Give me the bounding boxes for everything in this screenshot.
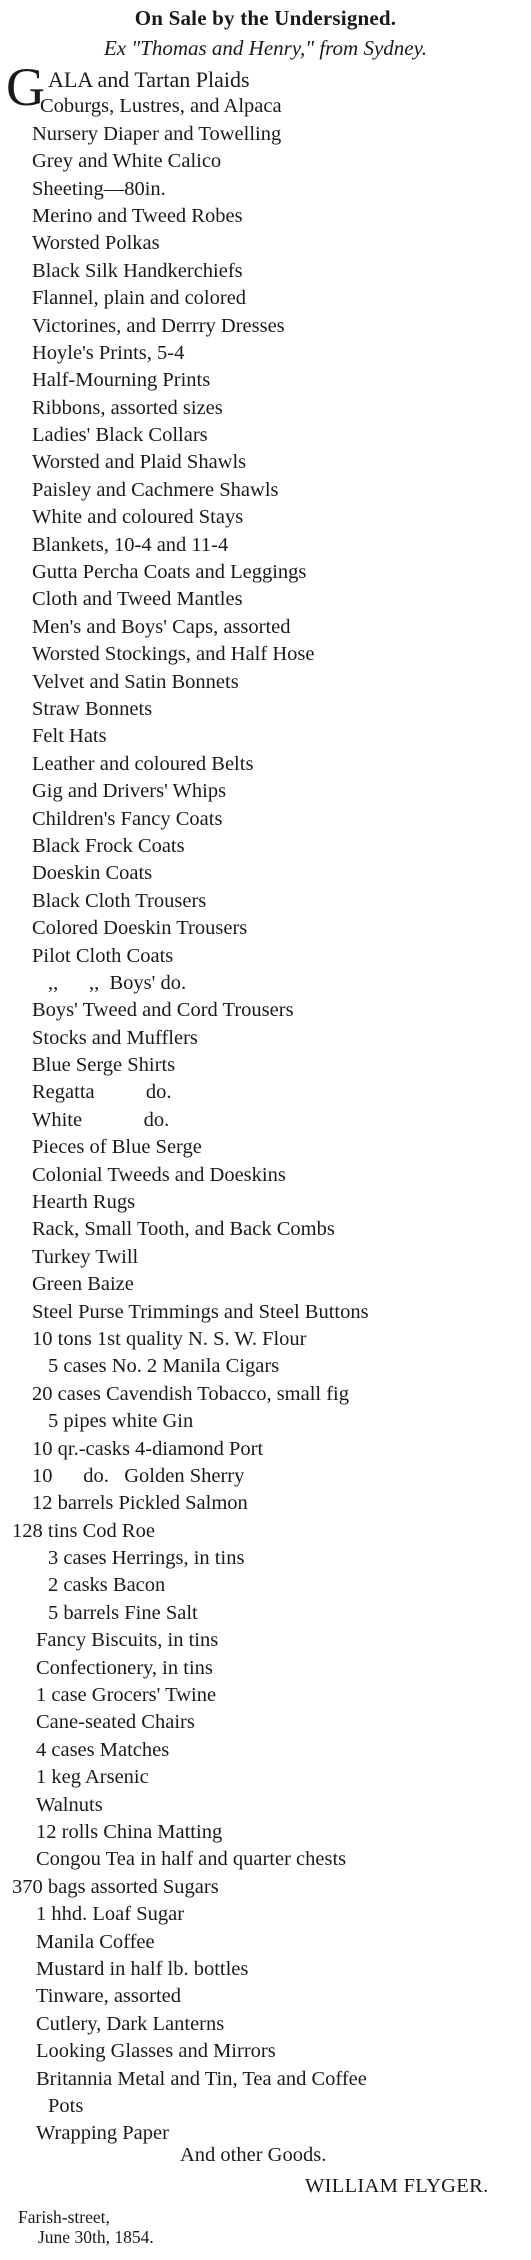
ad-subtitle: Ex "Thomas and Henry," from Sydney. bbox=[103, 36, 428, 60]
goods-item: Flannel, plain and colored bbox=[32, 287, 247, 310]
goods-item: Ladies' Black Collars bbox=[32, 424, 208, 447]
goods-item: 1 keg Arsenic bbox=[36, 1766, 149, 1789]
goods-item: White and coloured Stays bbox=[32, 506, 244, 529]
goods-item: Nursery Diaper and Towelling bbox=[32, 122, 282, 145]
goods-item: Stocks and Mufflers bbox=[32, 1026, 198, 1049]
ad-title: On Sale by the Undersigned. bbox=[134, 6, 397, 30]
goods-item: 10 qr.-casks 4-diamond Port bbox=[32, 1437, 264, 1460]
goods-item: Pots bbox=[48, 2094, 84, 2117]
goods-item: Gutta Percha Coats and Leggings bbox=[32, 561, 307, 584]
goods-item: Worsted Polkas bbox=[32, 232, 160, 255]
goods-item: 12 rolls China Matting bbox=[36, 1821, 223, 1843]
goods-item: Blankets, 10-4 and 11-4 bbox=[32, 533, 229, 556]
goods-item: Confectionery, in tins bbox=[36, 1656, 213, 1679]
goods-item: Worsted Stockings, and Half Hose bbox=[32, 643, 315, 666]
goods-item: Regatta do. bbox=[32, 1081, 172, 1104]
goods-item: Hoyle's Prints, 5-4 bbox=[32, 341, 185, 364]
goods-item: Steel Purse Trimmings and Steel Buttons bbox=[32, 1300, 369, 1323]
goods-item: 5 barrels Fine Salt bbox=[48, 1601, 198, 1624]
goods-item: 370 bags assorted Sugars bbox=[12, 1875, 219, 1898]
goods-item: Britannia Metal and Tin, Tea and Coffee bbox=[36, 2067, 367, 2090]
goods-item: 3 cases Herrings, in tins bbox=[48, 1547, 245, 1570]
goods-item: 4 cases Matches bbox=[36, 1738, 170, 1761]
goods-item: Colonial Tweeds and Doeskins bbox=[32, 1163, 286, 1186]
goods-item: 10 tons 1st quality N. S. W. Flour bbox=[32, 1327, 307, 1350]
date-line: June 30th, 1854. bbox=[38, 2227, 154, 2247]
drop-cap: G bbox=[6, 57, 45, 117]
goods-item: Children's Fancy Coats bbox=[32, 807, 223, 830]
goods-item: Leather and coloured Belts bbox=[32, 752, 254, 775]
goods-item: Hearth Rugs bbox=[32, 1191, 136, 1214]
goods-item: Felt Hats bbox=[32, 725, 107, 748]
goods-item: Cane-seated Chairs bbox=[36, 1711, 195, 1734]
signature: WILLIAM FLYGER. bbox=[305, 2175, 489, 2197]
goods-item: Men's and Boys' Caps, assorted bbox=[32, 615, 291, 638]
address-block bbox=[18, 2207, 154, 2247]
goods-item: Tinware, assorted bbox=[36, 1985, 182, 2008]
goods-list bbox=[0, 66, 531, 2148]
goods-item: Green Baize bbox=[32, 1273, 134, 1296]
goods-item: Grey and White Calico bbox=[32, 150, 222, 173]
goods-item: Velvet and Satin Bonnets bbox=[32, 670, 239, 693]
goods-item: Fancy Biscuits, in tins bbox=[36, 1629, 219, 1652]
goods-item: Colored Doeskin Trousers bbox=[32, 917, 248, 940]
goods-item: Black Frock Coats bbox=[32, 834, 185, 857]
street-address: Farish-street, bbox=[18, 2207, 110, 2227]
goods-item: Pieces of Blue Serge bbox=[32, 1136, 202, 1159]
goods-item: Doeskin Coats bbox=[32, 862, 153, 885]
goods-item: 12 barrels Pickled Salmon bbox=[32, 1492, 248, 1515]
goods-item: Worsted and Plaid Shawls bbox=[32, 451, 247, 474]
goods-item: Gig and Drivers' Whips bbox=[32, 780, 227, 803]
goods-item: 1 case Grocers' Twine bbox=[36, 1684, 217, 1707]
goods-item: 2 casks Bacon bbox=[48, 1574, 166, 1597]
goods-item: 10 do. Golden Sherry bbox=[32, 1464, 245, 1487]
goods-item: 20 cases Cavendish Tobacco, small fig bbox=[32, 1382, 349, 1405]
goods-item: ALA and Tartan Plaids bbox=[48, 67, 250, 92]
goods-item: Victorines, and Derrry Dresses bbox=[32, 314, 285, 337]
goods-item: Sheeting—80in. bbox=[32, 177, 166, 200]
goods-item: ,, ,, Boys' do. bbox=[48, 971, 187, 994]
goods-item: Black Silk Handkerchiefs bbox=[32, 259, 243, 282]
goods-item: 128 tins Cod Roe bbox=[12, 1519, 155, 1542]
goods-item: Turkey Twill bbox=[32, 1245, 139, 1268]
goods-item: Paisley and Cachmere Shawls bbox=[32, 478, 279, 501]
goods-item: Looking Glasses and Mirrors bbox=[36, 2040, 276, 2063]
goods-item: Manila Coffee bbox=[36, 1930, 155, 1953]
goods-item: Pilot Cloth Coats bbox=[32, 944, 174, 967]
goods-item: 5 pipes white Gin bbox=[48, 1410, 194, 1433]
goods-item: Coburgs, Lustres, and Alpaca bbox=[40, 95, 282, 118]
goods-item: Cutlery, Dark Lanterns bbox=[36, 2012, 225, 2035]
goods-item: Rack, Small Tooth, and Back Combs bbox=[32, 1218, 335, 1241]
goods-item: Merino and Tweed Robes bbox=[32, 204, 243, 227]
goods-item: Congou Tea in half and quarter chests bbox=[36, 1848, 347, 1871]
goods-item: Blue Serge Shirts bbox=[32, 1054, 176, 1077]
goods-item: White do. bbox=[32, 1108, 170, 1131]
goods-item: Half-Mourning Prints bbox=[32, 369, 211, 392]
closing-line: And other Goods. bbox=[180, 2144, 327, 2166]
goods-item: Black Cloth Trousers bbox=[32, 889, 207, 912]
goods-item: 1 hhd. Loaf Sugar bbox=[36, 1903, 185, 1926]
goods-item: Mustard in half lb. bottles bbox=[36, 1957, 249, 1980]
goods-item: Cloth and Tweed Mantles bbox=[32, 588, 243, 611]
goods-item: 5 cases No. 2 Manila Cigars bbox=[48, 1355, 280, 1378]
goods-item: Walnuts bbox=[36, 1793, 103, 1816]
goods-item: Wrapping Paper bbox=[36, 2122, 169, 2145]
goods-item: Straw Bonnets bbox=[32, 697, 153, 720]
goods-item: Boys' Tweed and Cord Trousers bbox=[32, 999, 294, 1022]
goods-item: Ribbons, assorted sizes bbox=[32, 396, 223, 419]
